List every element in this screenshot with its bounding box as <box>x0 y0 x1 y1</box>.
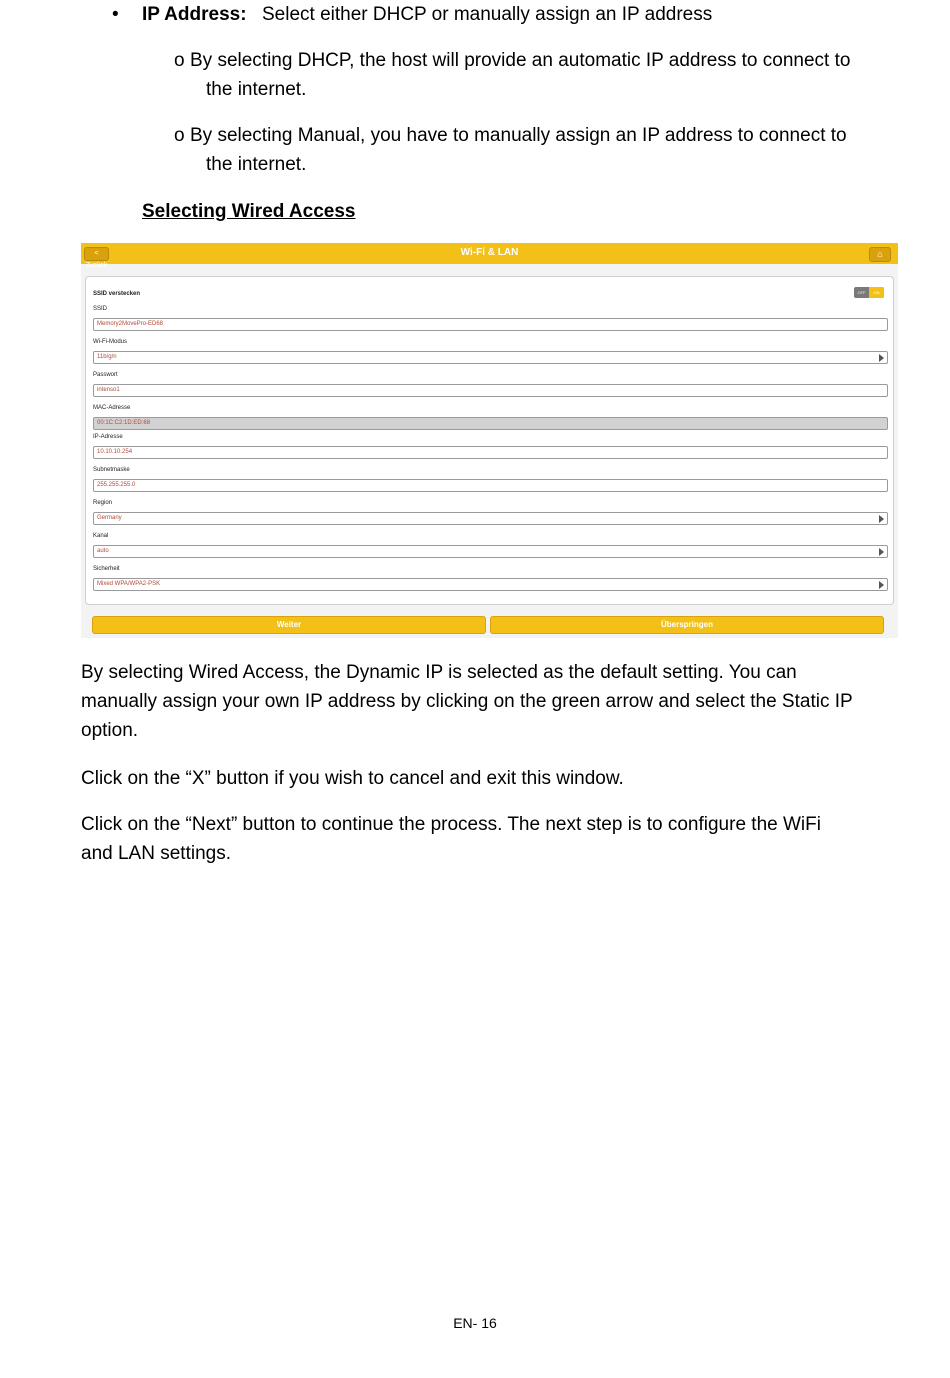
toggle-off-label: OFF <box>857 290 866 295</box>
chevron-right-icon <box>879 581 884 589</box>
dhcp-option-line1: By selecting DHCP, the host will provide an automatic IP address to connect to <box>190 50 851 71</box>
manual-option-line1: By selecting Manual, you have to manually assign an IP address to connect to <box>190 125 847 146</box>
next-paragraph <box>81 810 821 868</box>
region-value: Germany <box>97 515 122 521</box>
dhcp-option-line2: the internet. <box>206 79 307 100</box>
paragraph-line: Click on the “Next” button to continue the process. The next step is to configure the WiFi <box>81 814 821 835</box>
ip-address-description: Select either DHCP or manually assign an IP address <box>262 4 713 25</box>
next-button[interactable]: Weiter <box>92 616 486 634</box>
security-select[interactable] <box>93 578 888 591</box>
toggle-on-label: ON <box>869 287 884 298</box>
ip-address-label: IP Address: <box>142 4 247 25</box>
cancel-paragraph <box>81 764 624 793</box>
paragraph-line: manually assign your own IP address by clicking on the green arrow and select the Static IP <box>81 691 853 712</box>
field-label-password: Passwort <box>93 372 118 378</box>
field-label-mac: MAC-Adresse <box>93 405 131 411</box>
region-select[interactable] <box>93 512 888 525</box>
password-input[interactable]: intenso1 <box>93 384 888 397</box>
chevron-right-icon <box>879 548 884 556</box>
home-icon[interactable]: ⌂ <box>869 247 891 262</box>
wired-access-paragraph <box>81 658 853 745</box>
field-label-security: Sicherheit <box>93 566 120 572</box>
manual-option-line2: the internet. <box>206 154 307 175</box>
wifi-lan-screenshot <box>81 243 898 638</box>
field-label-ip: IP-Adresse <box>93 434 123 440</box>
skip-button[interactable]: Überspringen <box>490 616 884 634</box>
paragraph-line: option. <box>81 720 139 741</box>
ssid-hide-toggle[interactable] <box>854 287 884 298</box>
field-label-channel: Kanal <box>93 533 109 539</box>
wifi-mode-value: 11b/g/n <box>97 354 117 360</box>
back-button[interactable]: < Zurück <box>84 247 109 261</box>
chevron-right-icon <box>879 515 884 523</box>
channel-value: auto <box>97 548 109 554</box>
security-value: Mixed WPA/WPA2-PSK <box>97 581 161 587</box>
sub-bullet-marker: o <box>174 50 185 71</box>
field-label-ssid: SSID <box>93 306 108 312</box>
paragraph-line: Click on the “X” button if you wish to cancel and exit this window. <box>81 768 624 789</box>
bullet-dot: • <box>112 4 119 25</box>
mac-address-field: 00:1C:C2:1D:ED:68 <box>93 417 888 430</box>
field-label-wifi-mode: Wi-Fi-Modus <box>93 339 127 345</box>
field-label-region: Region <box>93 500 113 506</box>
wifi-mode-select[interactable] <box>93 351 888 364</box>
paragraph-line: By selecting Wired Access, the Dynamic IP is selected as the default setting. You can <box>81 662 797 683</box>
page-number: EN- 16 <box>453 1315 497 1331</box>
app-title: Wi-Fi & LAN <box>460 247 519 258</box>
chevron-right-icon <box>879 354 884 362</box>
field-label-subnet: Subnetmaske <box>93 467 130 473</box>
channel-select[interactable] <box>93 545 888 558</box>
paragraph-line: and LAN settings. <box>81 843 231 864</box>
section-heading: Selecting Wired Access <box>142 201 356 222</box>
ssid-input[interactable]: Memory2MovePro-ED68 <box>93 318 888 331</box>
ip-address-input[interactable]: 10.10.10.254 <box>93 446 888 459</box>
settings-panel <box>85 276 894 605</box>
app-header-bar <box>81 243 898 269</box>
sub-bullet-marker: o <box>174 125 185 146</box>
ssid-hide-label: SSID verstecken <box>93 291 141 297</box>
subnet-mask-input[interactable]: 255.255.255.0 <box>93 479 888 492</box>
